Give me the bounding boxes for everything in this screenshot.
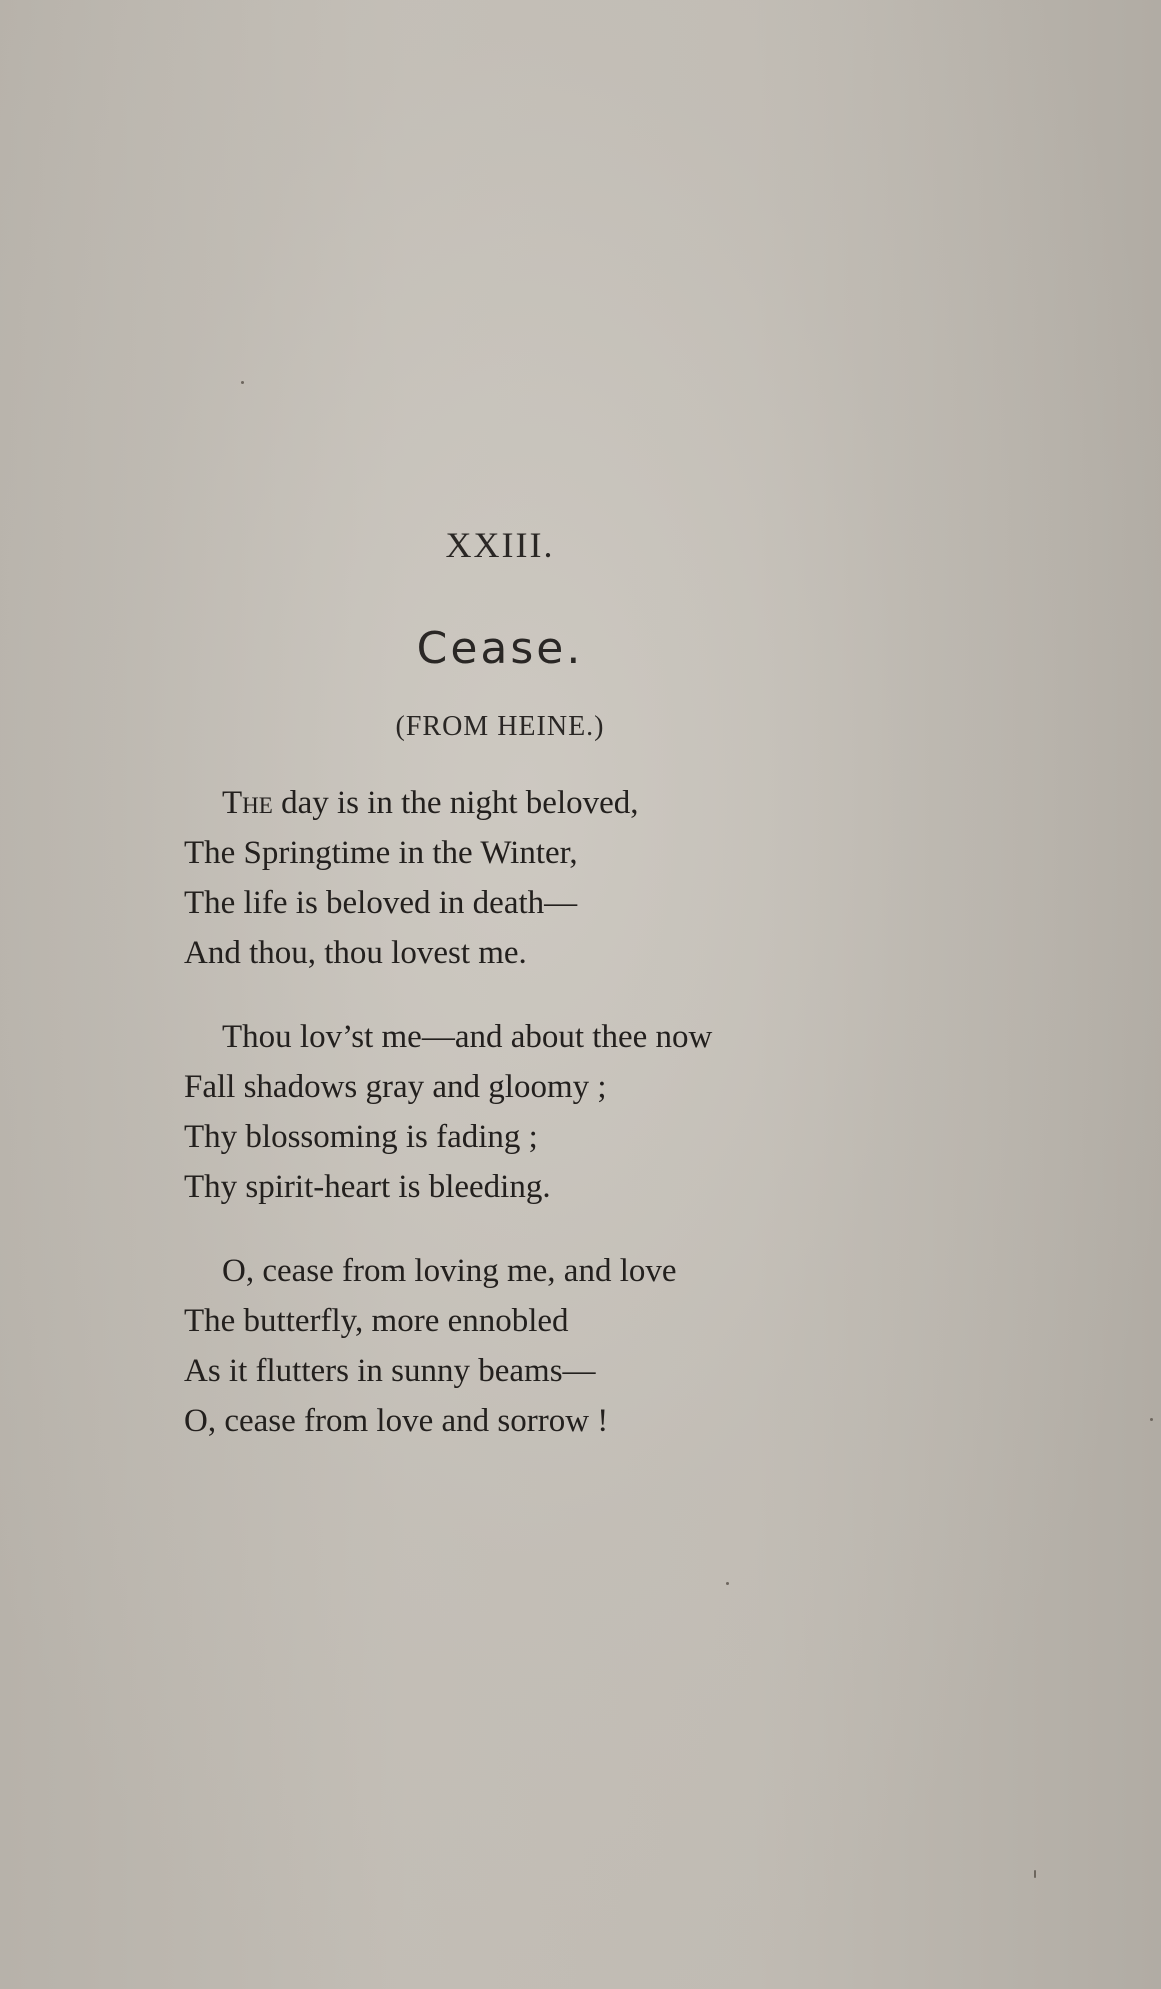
source-note-open-paren: ( bbox=[395, 711, 406, 742]
source-note-text: FROM HEINE. bbox=[405, 711, 595, 742]
poem-line: Fall shadows gray and gloomy ; bbox=[184, 1069, 607, 1105]
poem-line: The life is beloved in death— bbox=[184, 885, 578, 921]
poem-line: O, cease from loving me, and love bbox=[222, 1253, 677, 1289]
poem-line: O, cease from love and sorrow ! bbox=[184, 1403, 609, 1439]
poem-line: And thou, thou lovest me. bbox=[184, 935, 527, 971]
stanza-3 bbox=[184, 1246, 904, 1446]
opening-line-rest: day is in the night beloved, bbox=[272, 785, 639, 821]
poem-line: The butterfly, more ennobled bbox=[184, 1303, 569, 1339]
source-note-close-paren: ) bbox=[594, 711, 605, 742]
paper-speck bbox=[1150, 1418, 1153, 1421]
source-note bbox=[0, 711, 1000, 743]
poem-line: The Springtime in the Winter, bbox=[184, 835, 578, 871]
poem-line: Thou lov’st me—and about thee now bbox=[222, 1019, 713, 1055]
paper-speck bbox=[1034, 1870, 1036, 1878]
poem-line: Thy blossoming is fading ; bbox=[184, 1119, 538, 1155]
poem-line: Thy spirit-heart is bleeding. bbox=[184, 1169, 551, 1205]
chapter-number: XXIII. bbox=[445, 525, 555, 565]
poem-line bbox=[184, 778, 904, 828]
paper-speck bbox=[726, 1582, 729, 1585]
poem-title: Cease. bbox=[416, 623, 584, 674]
paper-speck bbox=[241, 381, 244, 384]
opening-word: The bbox=[222, 785, 273, 821]
poem-line: As it flutters in sunny beams— bbox=[184, 1353, 596, 1389]
stanza-2 bbox=[184, 1012, 904, 1212]
stanza-1 bbox=[184, 778, 904, 978]
